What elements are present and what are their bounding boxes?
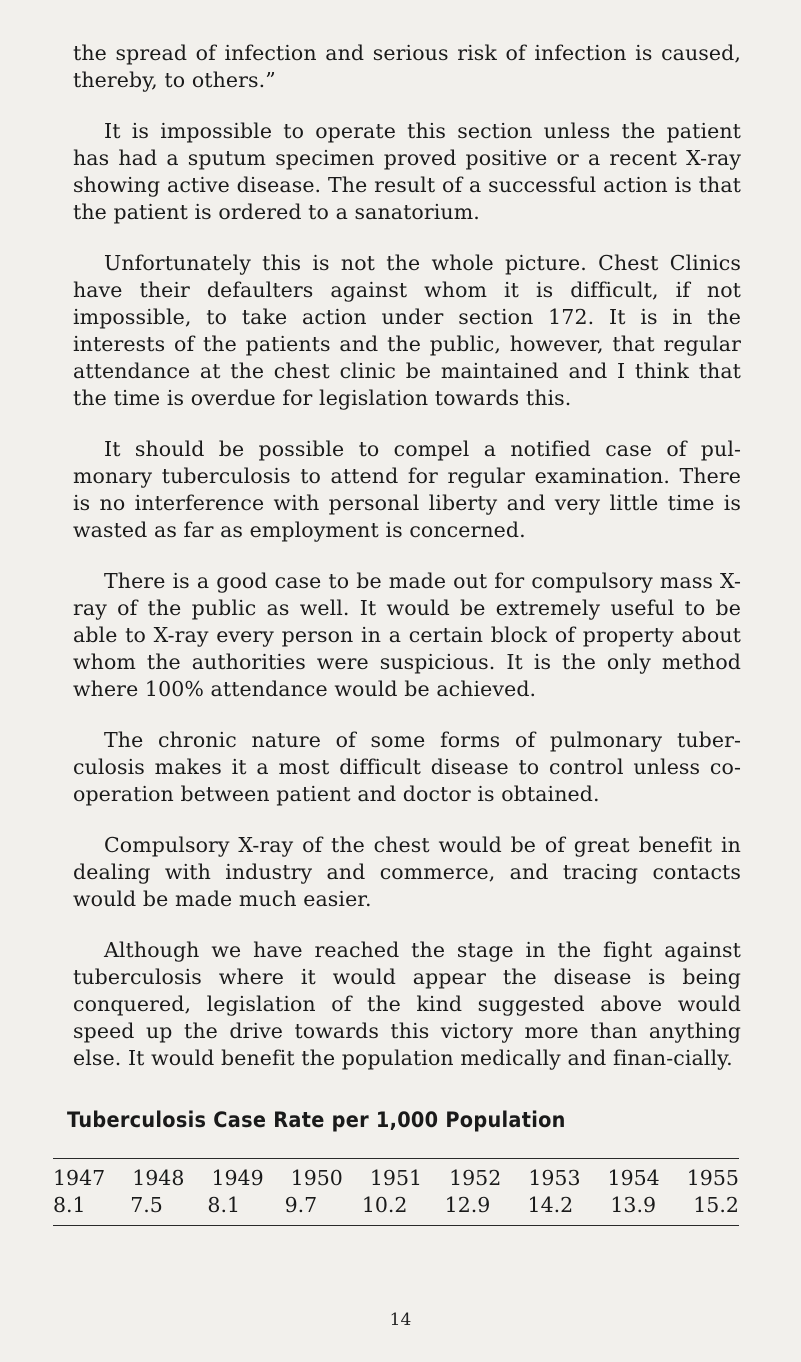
paragraph-continuation: the spread of infection and serious risk of infection is caused, thereby, to others.” [73,41,741,92]
rate-cell: 10.2 [361,1193,408,1217]
document-page [53,40,741,1226]
rate-cell: 9.7 [284,1193,318,1217]
table-row-rates [53,1192,739,1219]
rate-cell: 7.5 [130,1193,163,1217]
year-cell: 1953 [528,1166,581,1190]
year-cell: 1947 [53,1166,106,1190]
year-cell: 1950 [290,1166,343,1190]
paragraph-chronic-nature: The chronic nature of some forms of pulmonary tuber-culosis makes it a most difficult disease to control unless co-operation between patient and doctor is obtained. [73,728,741,806]
table-row-years [53,1165,739,1192]
table-bottom-rule [53,1225,739,1226]
case-rate-table [53,1158,739,1226]
rate-cell: 14.2 [527,1193,574,1217]
year-cell: 1954 [607,1166,660,1190]
year-cell: 1952 [449,1166,502,1190]
paragraph-mass-xray: There is a good case to be made out for compulsory mass X-ray of the public as well. It would be extremely useful to be able to X-ray every person in a certain block of property about whom the authorities were suspicious. It is the only method where 100% attendance would be achieved. [73,569,741,701]
table-title: Tuberculosis Case Rate per 1,000 Population [67,1108,566,1132]
table-top-rule [53,1158,739,1159]
rate-cell: 12.9 [444,1193,491,1217]
paragraph-defaulters: Unfortunately this is not the whole picture. Chest Clinics have their defaulters against whom it is difficult, if not impossible, to take action under section 172. It is in the interests of the patients and the public, however, that regular attendance at the chest clinic be maintained and I think that the time is overdue for legislation towards this. [73,251,741,410]
paragraph-compulsory-xray: Compulsory X-ray of the chest would be of great benefit in dealing with industry and commerce, and tracing contacts would be made much easier. [73,833,741,911]
rate-cell: 8.1 [207,1193,241,1217]
rate-cell: 13.9 [610,1193,657,1217]
year-cell: 1949 [211,1166,264,1190]
rate-cell: 8.1 [53,1193,86,1217]
year-cell: 1955 [686,1166,739,1190]
rate-cell: 15.2 [693,1193,739,1217]
paragraph-conclusion: Although we have reached the stage in the fight against tuberculosis where it would appear the disease is being conquered, legislation of the kind suggested above would speed up the drive towards this victory more than anything else. It would benefit the population medically and finan-cially. [73,938,741,1070]
page-number: 14 [389,1310,412,1330]
year-cell: 1951 [369,1166,423,1190]
paragraph-compel-examination: It should be possible to compel a notified case of pul-monary tuberculosis to attend for regular examination. There is no interference with personal liberty and very little time is wasted as far as employment is concerned. [73,437,741,542]
year-cell: 1948 [132,1166,185,1190]
paragraph-section-operation: It is impossible to operate this section unless the patient has had a sputum specimen proved positive or a recent X-ray showing active disease. The result of a successful action is that the patient is ordered to a sanatorium. [73,119,741,224]
